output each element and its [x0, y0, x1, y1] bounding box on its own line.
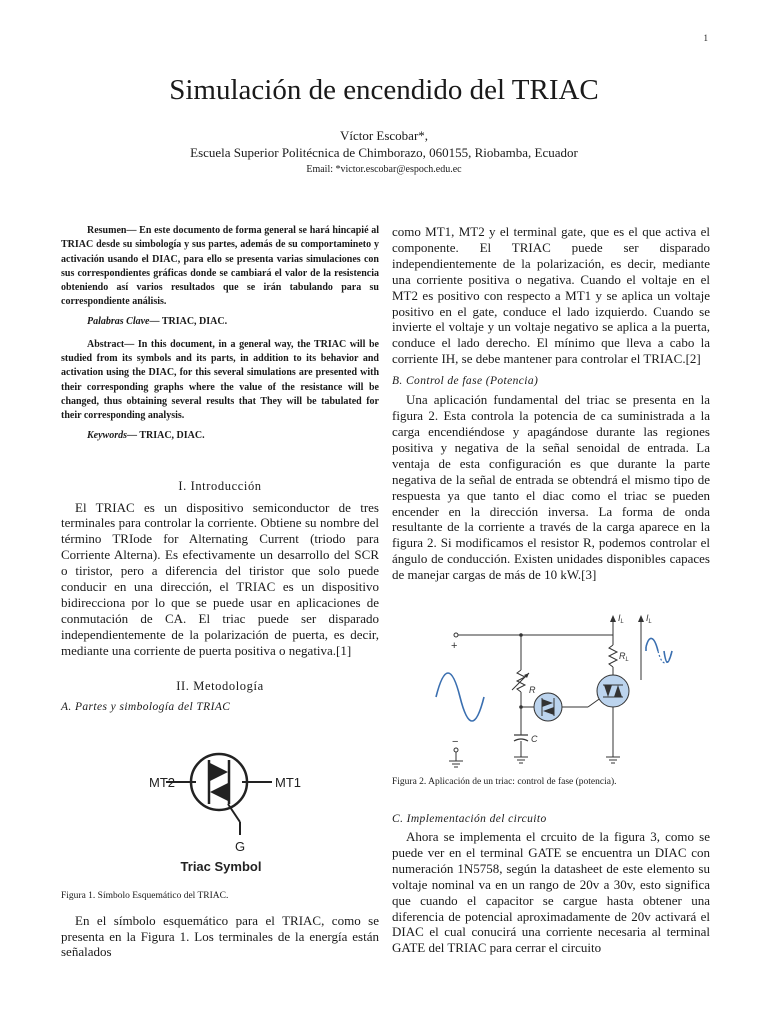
subsection-c-heading: C. Implementación del circuito: [392, 813, 547, 826]
triac-symbol-label: Triac Symbol: [180, 858, 262, 874]
plus-label: +: [451, 640, 458, 653]
gate-label: G: [235, 838, 246, 854]
mt2-label: MT2: [149, 774, 175, 790]
right-column: [392, 224, 710, 956]
il-label-2: $I_L$: [646, 613, 652, 626]
page-number: 1: [703, 33, 708, 43]
il-label-1: $I_L$: [618, 613, 624, 626]
palabras-clave-label: Palabras Clave: [87, 315, 150, 327]
abstract-paragraph: Abstract— In this document, in a general way, the TRIAC will be studied from its symbols and its parts, in addition to its behavior and activation using the DIAC, for this several simulations are presented with their corresponding graphs where the value of the resistance will be changed, thus obtaining several results that They will be tabulated for their corresponding analysis.: [61, 338, 379, 422]
introduccion-paragraph: El TRIAC es un dispositivo semiconductor de tres terminales para controlar la corriente. Obtiene su nombre del término TRIode for Alternating Current (triodo para Corriente Alterna). Es efectivamente un desarrollo del SCR o tiristor, pero a diferencia del tiristor que solo puede conducir en una dirección, el TRIAC es un dispositivo bidirecciona por lo que se puede usar en aplicaciones de conmutación de CA. El triac puede ser disparado independientemente de la polarización de puerta, es decir, mediante una corriente de puerta positiva o negativa.[1]: [61, 499, 379, 658]
figure-2-caption: Figura 2. Aplicación de un triac: control de fase (potencia).: [392, 777, 617, 788]
author-block: [0, 127, 768, 161]
keywords: [61, 430, 379, 441]
subsection-a-heading: A. Partes y simbología del TRIAC: [61, 700, 231, 713]
minus-label: −: [452, 736, 459, 749]
palabras-clave-value: — TRIAC, DIAC.: [149, 315, 228, 327]
keywords-value: — TRIAC, DIAC.: [127, 429, 205, 441]
phase-control-circuit: [396, 605, 696, 773]
mt1-label: MT1: [275, 774, 301, 790]
figure-2: [396, 605, 696, 773]
resumen-paragraph: Resumen— En este documento de forma general se hará hincapié al TRIAC desde su simbología y sus partes, además de su comportamineto y activación usando el DIAC, para ello se presenta varias simulaciones con sus correspondientes gráficas donde se cambiará el valor de la resistencia obteniendo así varios resultados que se irán tabulando para su correspondiente análisis.: [61, 225, 379, 308]
subsection-b-heading: B. Control de fase (Potencia): [392, 375, 539, 388]
figure-1: [124, 730, 319, 882]
left-bottom-paragraph: En el símbolo esquemático para el TRIAC, como se presenta en la Figura 1. Los terminales de la energía están señalados: [61, 912, 379, 960]
palabras-clave: [61, 316, 379, 327]
section-metodologia-heading: II. Metodología: [176, 678, 264, 693]
implementacion-paragraph: Ahora se implementa el crcuito de la figura 3, como se puede ver en el terminal GATE se encuentra un DIAC con numeración 1N5758, según la datasheet de este elemento su voltaje nominal va en un rango de 20v a 30v, esto significa que cuando el capacitor se cargue hasta obtener una diferencia de potencial aproximadamente de 20v activará el DIAC el cual conucirá una corriente necesaria al terminal GATE del TRIAC para cerrar el circuito: [392, 829, 710, 956]
r-label: R: [529, 685, 536, 696]
section-introduccion-heading: I. Introducción: [178, 478, 262, 493]
right-continuation-paragraph: como MT1, MT2 y el terminal gate, que es el que activa el componente. El TRIAC puede ser disparado independientemente de la polarización, es decir, mediante una corriente positiva o negativa. Cuando el voltaje en el MT2 es positivo con respecto a MT1 y se aplica un voltaje positivo en el gate, conduce el lado izquierdo. Cuando se invierte el voltaje y un voltaje negativo se aplica a la puerta, conduce el lado derecho. El mínimo que lleva a cabo la corriente IH, se debe mantener para controlar el TRIAC.[2]: [392, 224, 710, 367]
control-fase-paragraph: Una aplicación fundamental del triac se presenta en la figura 2. Esta controla la potencia de ca suministrada a la carga encendiéndose y apagándose durante las regiones positiva y negativa de la señal senoidal de entrada. La ventaja de esta configuración es que durante la parte negativa de la señal de entrada se obtendrá el mismo tipo de respuesta ya que tanto el diac como el triac se pueden encender en la dirección inversa. La forma de onda resultante de la corriente a través de la carga aparece en la figura 2. Si modificamos el resistor R, podemos controlar el ángulo de conducción. Existen unidades disponibles capaces de manejar cargas de más de 10 kW.[3]: [392, 392, 710, 583]
figure-1-caption: Figura 1. Símbolo Esquemático del TRIAC.: [61, 890, 229, 901]
author-name: Víctor Escobar*,: [339, 128, 429, 143]
author-email: Email: *victor.escobar@espoch.edu.ec: [306, 164, 462, 175]
left-column: [61, 224, 379, 960]
keywords-label: Keywords: [87, 429, 127, 441]
author-affiliation: Escuela Superior Politécnica de Chimborazo, 060155, Riobamba, Ecuador: [190, 145, 578, 160]
rl-label: $R_L$: [619, 651, 629, 664]
paper-title: Simulación de encendido del TRIAC: [169, 74, 599, 106]
c-label: C: [531, 734, 538, 745]
triac-symbol-figure: [124, 730, 319, 882]
